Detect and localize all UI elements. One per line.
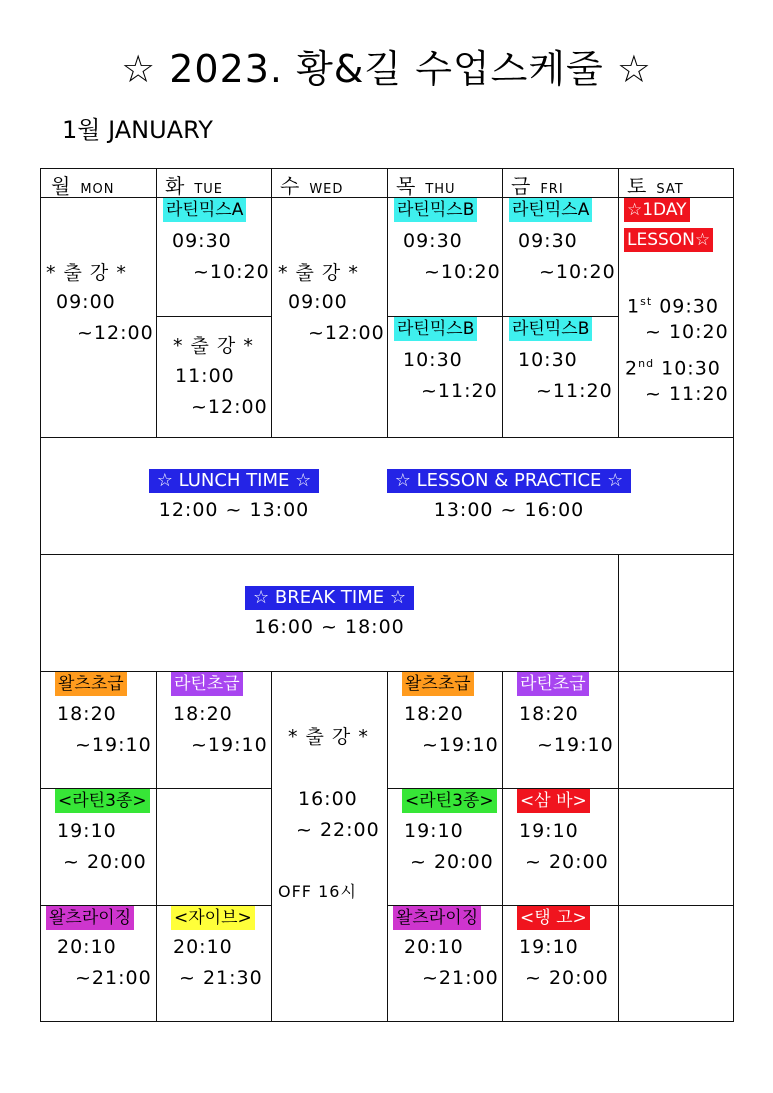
thu-morning-2-end: ~11:20 (421, 380, 498, 402)
mon-morning-end: ~12:00 (77, 322, 154, 344)
sat-session-2-end: ~ 11:20 (645, 383, 729, 405)
thu-morning-1 (387, 197, 503, 317)
tue-morning-2-label: * 출 강 * (173, 335, 254, 357)
header-cell-mon (40, 168, 157, 198)
tue-morning-1-end: ~10:20 (193, 261, 270, 283)
fri-evening-2-end: ~ 20:00 (525, 851, 609, 873)
break-label: ☆ BREAK TIME ☆ (245, 586, 414, 610)
fri-morning-2-tag: 라틴믹스B (509, 317, 592, 341)
fri-morning-1 (502, 197, 619, 317)
mon-evening-2-tag: <라틴3종> (55, 789, 150, 813)
break-time: 16:00 ~ 18:00 (254, 616, 405, 638)
mon-evening-3 (40, 905, 157, 1022)
mon-evening-2 (40, 788, 157, 906)
thu-morning-1-start: 09:30 (403, 230, 463, 252)
schedule-grid (40, 168, 734, 1022)
mon-evening-1 (40, 671, 157, 789)
lunch-block (135, 469, 333, 521)
tue-morning-1-tag: 라틴믹스A (163, 198, 246, 222)
day-header-fri: 금FRI (511, 174, 564, 198)
thu-morning-2-tag: 라틴믹스B (394, 317, 477, 341)
practice-label: ☆ LESSON & PRACTICE ☆ (387, 469, 632, 493)
sat-session-2-start-line: 2nd 10:30 (625, 357, 721, 380)
wed-evening-end: ~ 22:00 (296, 819, 380, 841)
fri-morning-2-start: 10:30 (518, 349, 578, 371)
header-cell-fri (502, 168, 619, 198)
mon-evening-3-tag: 왈츠라이징 (46, 906, 134, 930)
lunch-time: 12:00 ~ 13:00 (158, 499, 310, 521)
mon-morning (40, 197, 157, 438)
mon-morning-start: 09:00 (56, 291, 116, 313)
tue-evening-3-tag: <자이브> (171, 906, 255, 930)
sat-morning (618, 197, 734, 438)
thu-evening-3-end: ~21:00 (422, 967, 499, 989)
tue-evening-3 (156, 905, 272, 1022)
practice-time: 13:00 ~ 16:00 (433, 499, 585, 521)
wed-morning-start: 09:00 (288, 291, 348, 313)
mon-evening-3-start: 20:10 (57, 936, 117, 958)
mon-evening-1-end: ~19:10 (75, 734, 152, 756)
day-header-mon: 월MON (51, 174, 115, 198)
wed-evening-label: * 출 강 * (288, 726, 369, 748)
tue-evening-1-end: ~19:10 (191, 734, 268, 756)
thu-evening-2 (387, 788, 503, 906)
thu-evening-2-tag: <라틴3종> (402, 789, 497, 813)
thu-evening-2-start: 19:10 (404, 820, 464, 842)
wed-morning (271, 197, 388, 438)
header-cell-tue (156, 168, 272, 198)
tue-evening-1-tag: 라틴초급 (171, 672, 243, 696)
mon-morning-label: * 출 강 * (46, 262, 127, 284)
day-header-tue: 화TUE (165, 174, 223, 198)
month-label: 1월 JANUARY (62, 116, 213, 144)
fri-evening-1-start: 18:20 (519, 703, 579, 725)
page-title: ☆ 2023. 황&길 수업스케줄 ☆ (121, 47, 652, 91)
mon-evening-1-start: 18:20 (57, 703, 117, 725)
thu-evening-3-start: 20:10 (404, 936, 464, 958)
fri-evening-3-end: ~ 20:00 (525, 967, 609, 989)
fri-morning-2 (502, 316, 619, 438)
thu-evening-1 (387, 671, 503, 789)
wed-morning-label: * 출 강 * (278, 262, 359, 284)
break-band (40, 554, 619, 672)
fri-evening-2 (502, 788, 619, 906)
mon-evening-2-start: 19:10 (57, 820, 117, 842)
tue-evening-3-end: ~ 21:30 (179, 967, 263, 989)
day-header-sat: 토SAT (627, 174, 684, 198)
fri-morning-1-start: 09:30 (518, 230, 578, 252)
header-cell-sat (618, 168, 734, 198)
sat-evening-1-empty (618, 671, 734, 789)
thu-evening-3-tag: 왈츠라이징 (393, 906, 481, 930)
wed-morning-end: ~12:00 (308, 322, 385, 344)
day-header-thu: 목THU (396, 174, 456, 198)
tue-morning-2 (156, 316, 272, 438)
fri-evening-2-tag: <삼 바> (517, 789, 590, 813)
tue-morning-1-start: 09:30 (172, 230, 232, 252)
fri-evening-1 (502, 671, 619, 789)
wed-evening-note: OFF 16시 (278, 882, 357, 901)
fri-morning-1-end: ~10:20 (539, 261, 616, 283)
thu-morning-1-tag: 라틴믹스B (394, 198, 477, 222)
lunch-label: ☆ LUNCH TIME ☆ (149, 469, 320, 493)
fri-evening-1-tag: 라틴초급 (517, 672, 589, 696)
fri-evening-2-start: 19:10 (519, 820, 579, 842)
header-cell-thu (387, 168, 503, 198)
thu-evening-2-end: ~ 20:00 (410, 851, 494, 873)
fri-evening-1-end: ~19:10 (537, 734, 614, 756)
header-cell-wed (271, 168, 388, 198)
thu-evening-3 (387, 905, 503, 1022)
sat-evening-3-empty (618, 905, 734, 1022)
thu-morning-2-start: 10:30 (403, 349, 463, 371)
fri-morning-1-tag: 라틴믹스A (509, 198, 592, 222)
thu-evening-1-start: 18:20 (404, 703, 464, 725)
mon-evening-2-end: ~ 20:00 (63, 851, 147, 873)
tue-morning-1 (156, 197, 272, 317)
mon-evening-1-tag: 왈츠초급 (55, 672, 127, 696)
sat-morning-tag-1: ☆1DAY (624, 198, 690, 222)
tue-evening-2-empty (156, 788, 272, 906)
wed-evening-start: 16:00 (298, 788, 358, 810)
break-block (41, 586, 618, 638)
sat-session-1-end: ~ 10:20 (645, 321, 729, 343)
tue-evening-1 (156, 671, 272, 789)
tue-morning-2-start: 11:00 (175, 365, 235, 387)
fri-evening-3-start: 19:10 (519, 936, 579, 958)
thu-evening-1-end: ~19:10 (422, 734, 499, 756)
sat-break-empty (618, 554, 734, 672)
lunch-practice-band (40, 437, 734, 555)
wed-evening (271, 671, 388, 1022)
sat-evening-2-empty (618, 788, 734, 906)
thu-evening-1-tag: 왈츠초급 (402, 672, 474, 696)
sat-morning-tag-2: LESSON☆ (624, 228, 713, 252)
thu-morning-1-end: ~10:20 (424, 261, 501, 283)
tue-evening-1-start: 18:20 (173, 703, 233, 725)
day-header-wed: 수WED (280, 174, 344, 198)
tue-morning-2-end: ~12:00 (191, 396, 268, 418)
fri-evening-3 (502, 905, 619, 1022)
fri-morning-2-end: ~11:20 (536, 380, 613, 402)
practice-block (370, 469, 648, 521)
tue-evening-3-start: 20:10 (173, 936, 233, 958)
sat-session-1-start-line: 1st 09:30 (627, 295, 719, 318)
thu-morning-2 (387, 316, 503, 438)
fri-evening-3-tag: <탱 고> (517, 906, 590, 930)
mon-evening-3-end: ~21:00 (75, 967, 152, 989)
